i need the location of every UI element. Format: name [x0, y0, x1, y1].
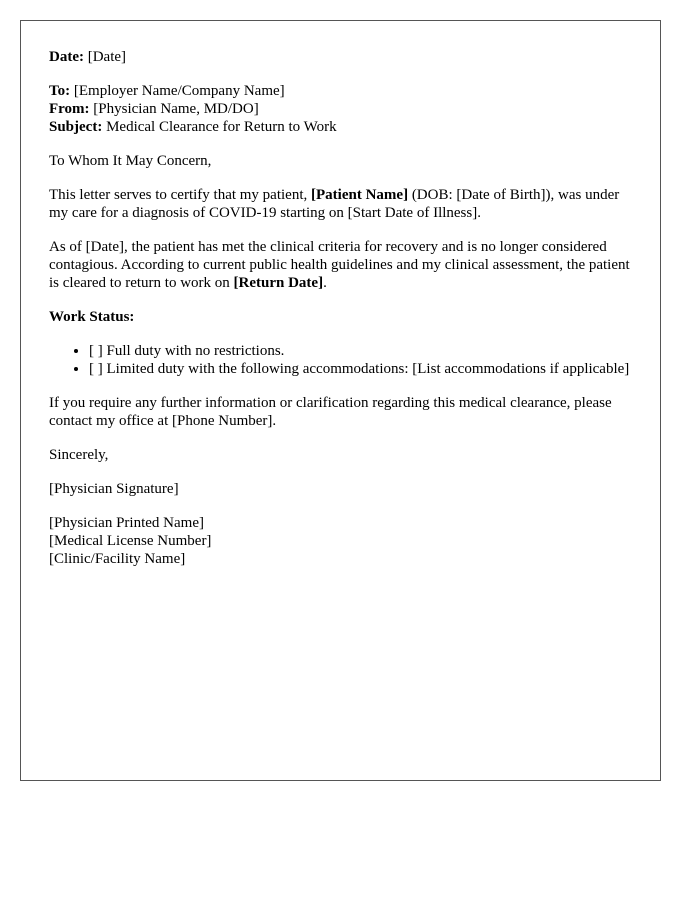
subject-label: Subject:	[49, 119, 103, 135]
date-line	[49, 48, 632, 66]
to-value: [Employer Name/Company Name]	[73, 83, 285, 99]
paragraph-recovery-text-a: As of [Date], the patient has met the clinical criteria for recovery and is no longer considered contagious. According to current public health guidelines and my clinical assessment, the patient is cleared to return to work on	[49, 239, 630, 291]
paragraph-recovery-text-b: .	[323, 275, 327, 291]
work-status-heading	[49, 308, 632, 326]
paragraph-recovery	[49, 238, 632, 292]
paragraph-certify-text-b: (DOB: [Date of Birth]), was under my care for a diagnosis of COVID-19 starting on [Start Date of Illness].	[49, 187, 620, 221]
paragraph-certify-text-a: This letter serves to certify that my patient,	[49, 187, 312, 203]
header-block	[49, 82, 632, 136]
date-value: [Date]	[87, 49, 127, 65]
paragraph-certify	[49, 186, 632, 222]
subject-line	[49, 118, 632, 136]
paragraph-contact: If you require any further information or clarification regarding this medical clearance, please contact my office at [Phone Number].	[49, 395, 612, 429]
salutation: To Whom It May Concern,	[49, 153, 212, 169]
from-line	[49, 100, 632, 118]
letter-page	[20, 20, 661, 781]
clinic-name: [Clinic/Facility Name]	[49, 551, 186, 567]
from-label: From:	[49, 101, 90, 117]
return-date: [Return Date]	[233, 275, 324, 291]
closing: Sincerely,	[49, 447, 109, 463]
to-label: To:	[49, 83, 71, 99]
medical-license-number: [Medical License Number]	[49, 533, 212, 549]
work-status-heading-text: Work Status:	[49, 309, 135, 325]
date-label: Date:	[49, 49, 84, 65]
subject-value: Medical Clearance for Return to Work	[106, 119, 337, 135]
physician-printed-name: [Physician Printed Name]	[49, 515, 204, 531]
work-status-option-limited: • [ ] Limited duty with the following accommodations: [List accommodations if applicable]	[89, 360, 632, 378]
patient-name: [Patient Name]	[311, 187, 409, 203]
from-value: [Physician Name, MD/DO]	[93, 101, 259, 117]
to-line	[49, 82, 632, 100]
signature-block	[49, 514, 632, 568]
work-status-option-full: • [ ] Full duty with no restrictions.	[89, 342, 632, 360]
work-status-list	[49, 342, 632, 378]
signature: [Physician Signature]	[49, 481, 179, 497]
